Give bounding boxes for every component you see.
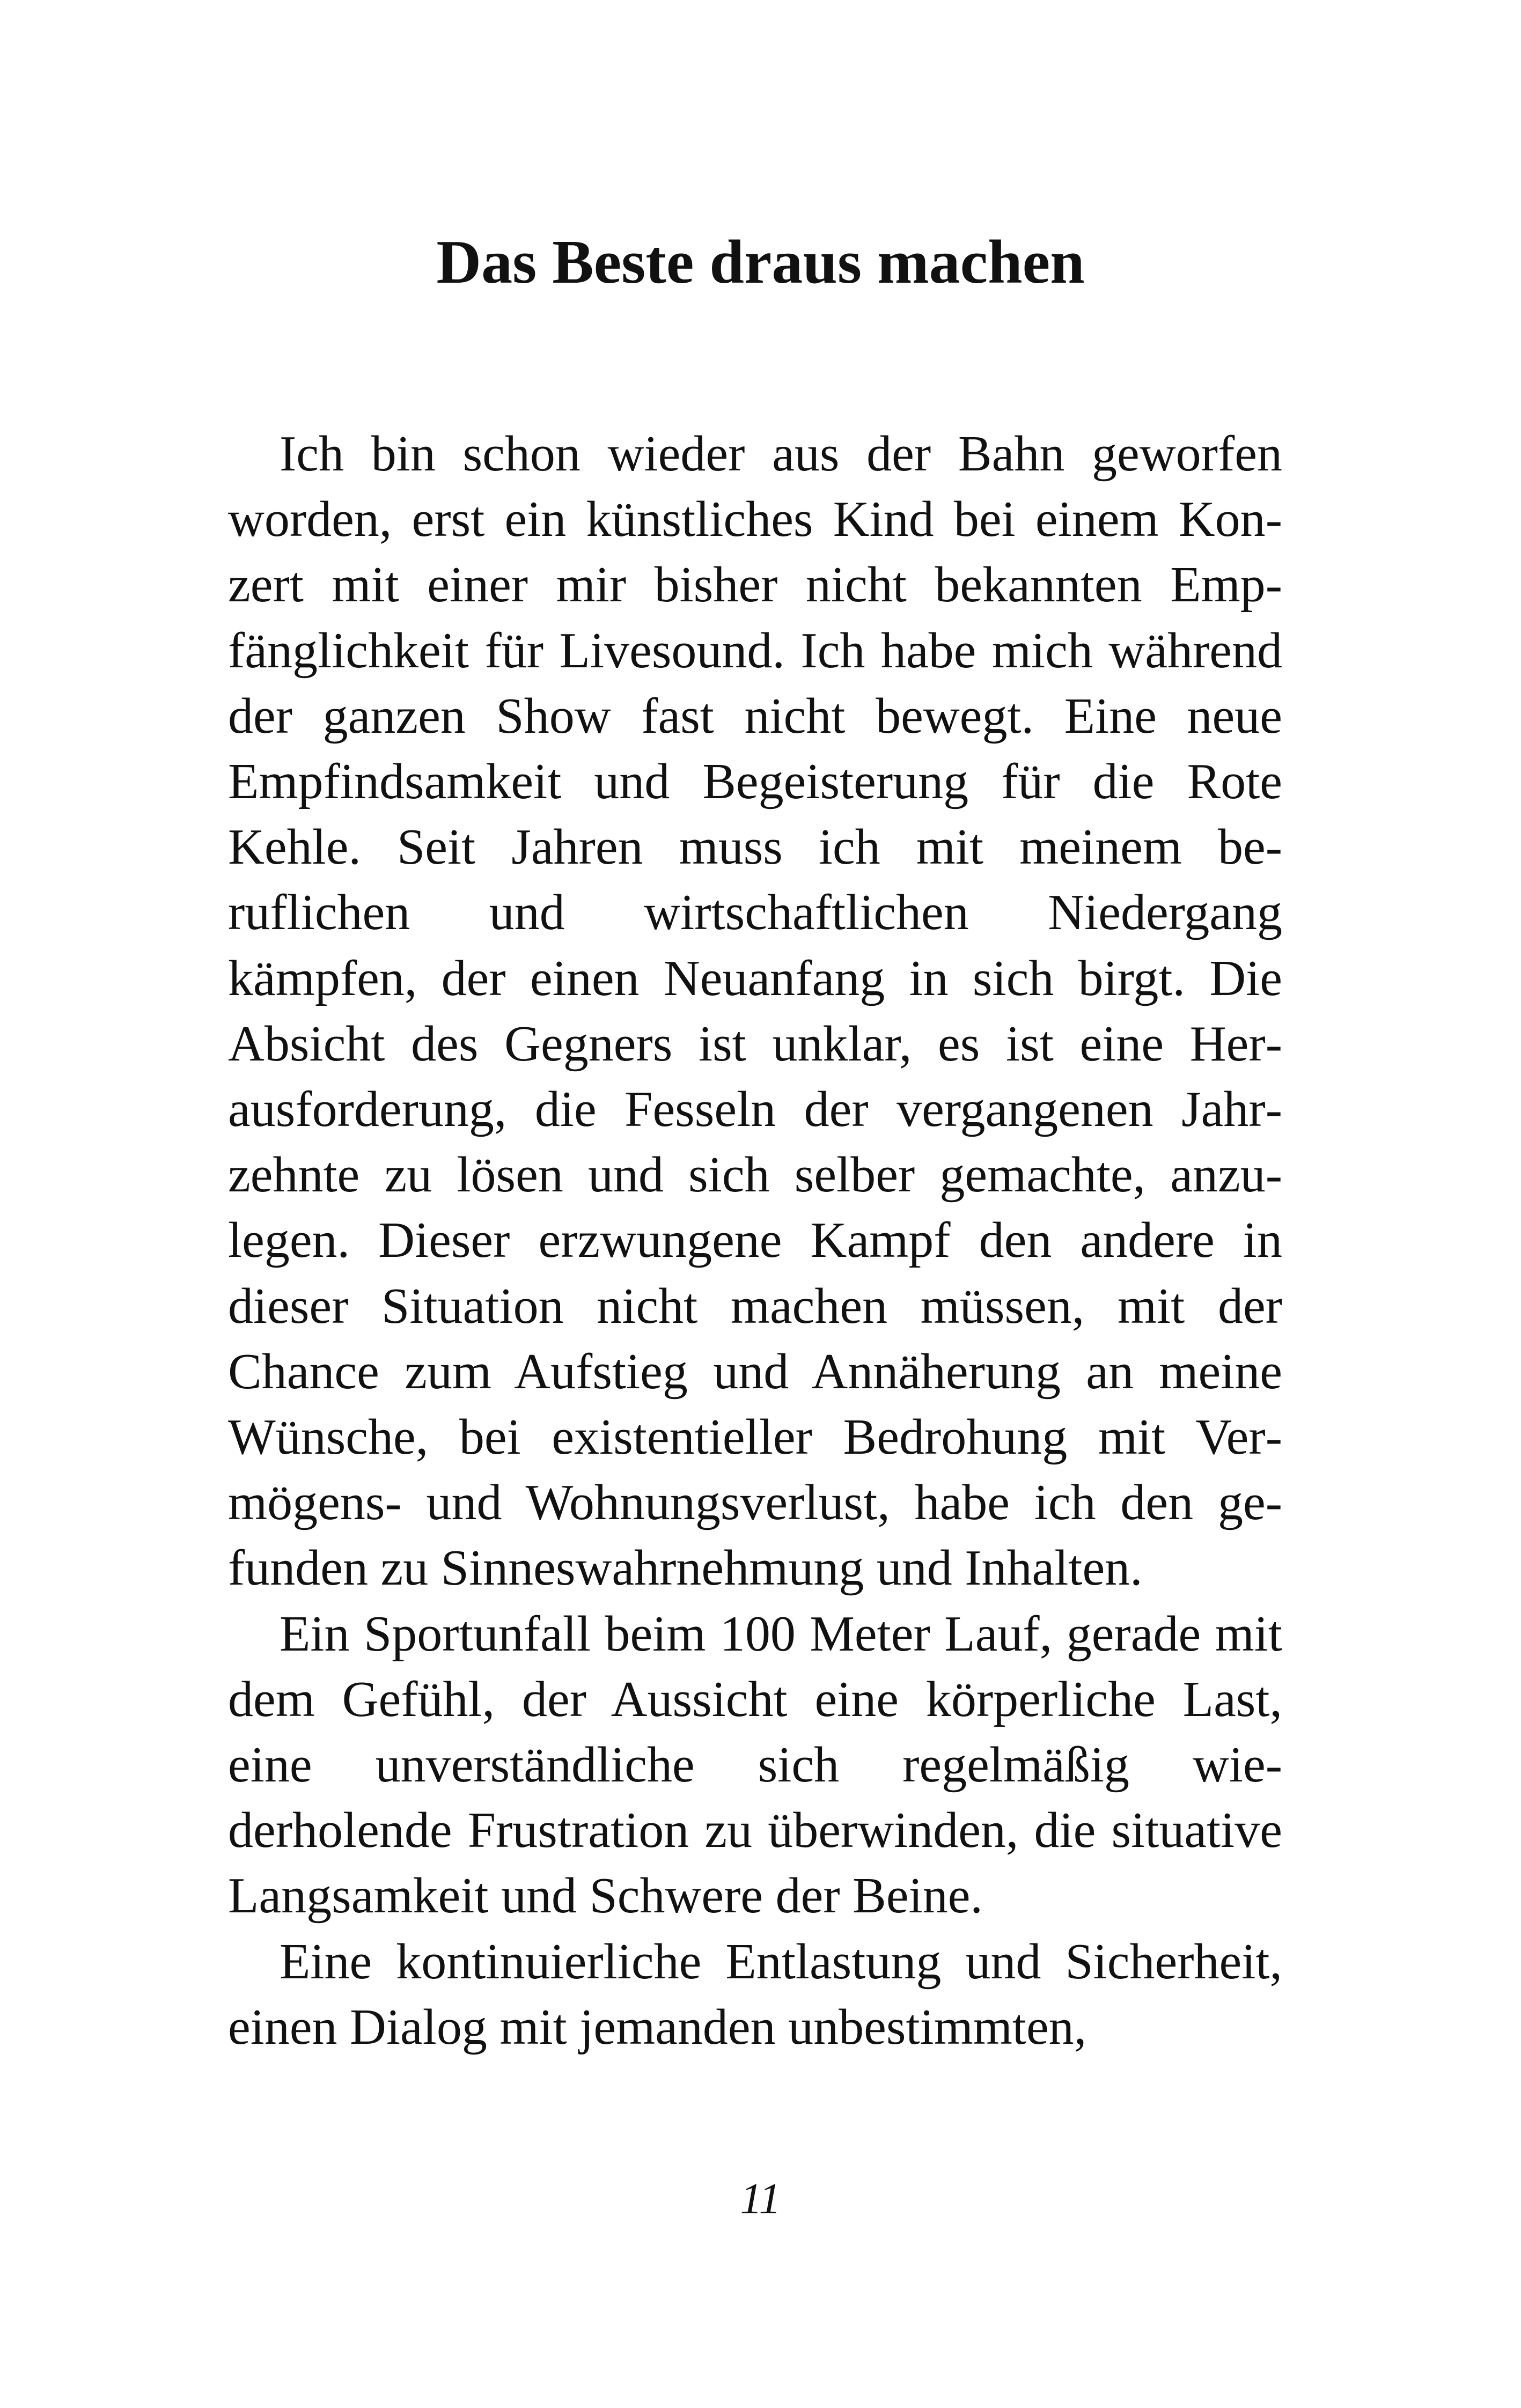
chapter-title: Das Beste draus machen — [436, 228, 1085, 297]
paragraph-3: Eine kontinuierliche Entlastung und Sicherheit, einen Dialog mit jemanden unbestimmten, — [228, 1933, 1282, 2055]
paragraph-1: Ich bin schon wieder aus der Bahn geworfen worden, erst ein künstliches Kind bei einem Konzert mit einer mir bisher nicht bekannten Empfänglichkeit für Livesound. Ich habe mich während der ganzen Show fast nicht bewegt. Eine neue Empfindsamkeit und Begeisterung für die Rote Kehle. Seit Jahren muss ich mit meinem beruflichen und wirtschaftlichen Niedergang kämpfen, der einen Neuanfang in sich birgt. Die Absicht des Gegners ist unklar, es ist eine Herausforderung, die Fesseln der vergangenen Jahrzehnte zu lösen und sich selber gemachte, anzulegen. Dieser erzwungene Kampf den andere in dieser Situation nicht machen müssen, mit der Chance zum Aufstieg und Annäherung an meine Wünsche, bei existentieller Bedrohung mit Vermögens- und Wohnungsverlust, habe ich den gefunden zu Sinneswahrnehmung und Inhalten. — [228, 426, 1282, 1596]
paragraph-2: Ein Sportunfall beim 100 Meter Lauf, gerade mit dem Gefühl, der Aussicht eine körperliche Last, eine unverständliche sich regelmäßig wiederholende Frustration zu überwinden, die situative Langsamkeit und Schwere der Beine. — [228, 1606, 1282, 1924]
body-text — [228, 421, 1282, 2060]
page-number: 11 — [740, 2174, 781, 2223]
